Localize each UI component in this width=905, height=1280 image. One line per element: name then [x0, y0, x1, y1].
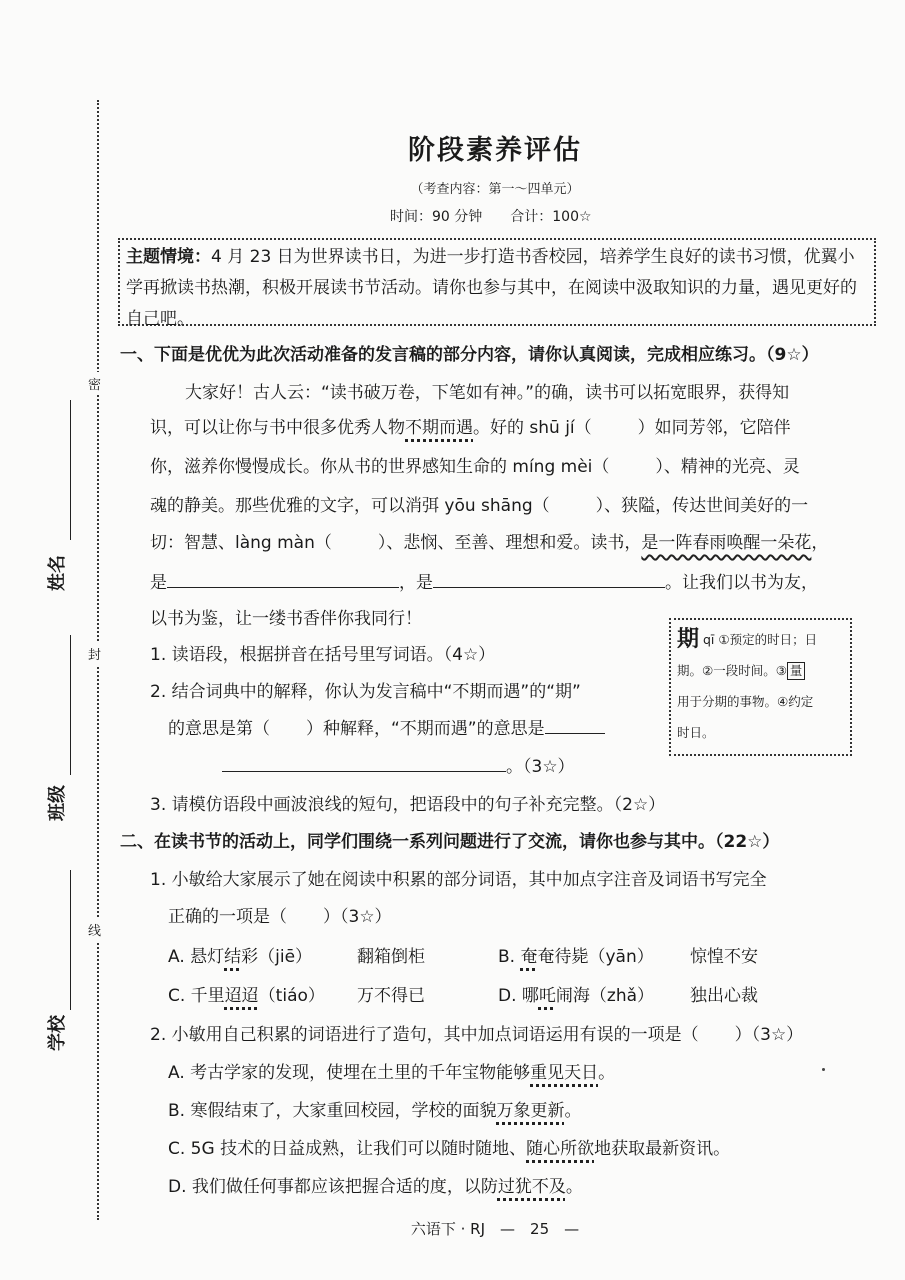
text: 。（3☆） — [506, 757, 575, 777]
passage-line-3 — [150, 452, 800, 477]
option-2-1-a-extra: 翻箱倒柜 — [357, 947, 425, 967]
name-blank[interactable] — [70, 400, 71, 540]
dotted-char: 迢迢 — [224, 986, 259, 1006]
answer-blank-meaning-2[interactable] — [222, 753, 506, 772]
option-2-1-a — [168, 942, 312, 967]
option-2-2-d — [168, 1172, 583, 1197]
passage-line-7: 以书为鉴，让一缕书香伴你我同行！ — [150, 609, 422, 629]
dotted-phrase: 随心所欲 — [526, 1139, 595, 1159]
imitation-blank-1[interactable] — [167, 569, 399, 588]
page-footer: 六语下 · RJ — 25 — — [410, 1220, 580, 1238]
text: ）、悲悯、至善、理想和爱。读书， — [377, 533, 642, 553]
name-label: 姓名 — [47, 555, 68, 591]
exam-scope: （考查内容：第一～四单元） — [410, 182, 580, 197]
page-title: 阶段素养评估 — [408, 135, 582, 166]
exam-meta — [390, 206, 620, 226]
text: 魂的静美。那些优雅的文字，可以消弭 yōu shāng（ — [150, 496, 550, 516]
text: C. 千里 — [168, 986, 225, 1006]
dictionary-box — [669, 618, 852, 756]
text: 切：智慧、làng màn（ — [150, 533, 332, 553]
seal-char-feng: 封 — [88, 642, 101, 665]
section2-heading: 二、在读书节的活动上，同学们围绕一系列问题进行了交流，请你也参与其中。（22☆） — [120, 832, 780, 852]
text: ， — [811, 533, 829, 553]
text: 的意思是第（ — [168, 719, 270, 739]
dict-line-1: qī ①预定的时日；日 — [699, 632, 818, 647]
option-2-1-d — [498, 981, 654, 1006]
dict-boxed-char: 量 — [787, 662, 806, 680]
dotted-phrase: 过犹不及 — [497, 1177, 566, 1197]
dotted-word-buqieryu: 不期而遇 — [405, 418, 473, 438]
text: ）如同芳邻，它陪伴 — [637, 418, 791, 438]
school-label: 学校 — [47, 1015, 68, 1051]
time-limit: 时间：90 分钟 — [390, 209, 483, 225]
text: D. 哪 — [498, 986, 539, 1006]
seal-char-xian: 线 — [88, 918, 101, 941]
class-label: 班级 — [47, 785, 68, 821]
text: 是 — [150, 573, 167, 593]
answer-blank-meaning-1[interactable] — [545, 715, 605, 734]
question-1-1: 1. 读语段，根据拼音在括号里写词语。（4☆） — [150, 645, 496, 665]
passage-line-6 — [150, 568, 818, 593]
option-2-1-c-extra: 万不得已 — [357, 986, 425, 1006]
text: 地获取最新资讯。 — [594, 1139, 731, 1159]
dict-line-3: 用于分期的事物。④约定 — [677, 694, 814, 709]
question-1-2-cont — [168, 714, 605, 739]
text: ）种解释，“不期而遇”的意思是 — [306, 719, 545, 739]
theme-text: 4 月 23 日为世界读书日，为进一步打造书香校园，培养学生良好的读书习惯，优翼小学再掀读书热潮，积极开展读书节活动。请你也参与其中，在阅读中汲取知识的力量，遇见更好的自己吧。 — [126, 247, 857, 329]
passage-line-5 — [150, 528, 828, 553]
text: A. 悬灯 — [168, 947, 225, 967]
class-blank[interactable] — [70, 635, 71, 775]
question-1-2-cont2 — [222, 752, 575, 777]
text: ）（3☆） — [734, 1025, 804, 1045]
question-1-2: 2. 结合词典中的解释，你认为发言稿中“不期而遇”的“期” — [150, 682, 581, 702]
option-2-1-b-extra: 惊惶不安 — [690, 947, 758, 967]
option-2-2-c — [168, 1134, 730, 1159]
theme-box — [118, 238, 876, 329]
question-2-2 — [150, 1020, 803, 1045]
dict-line-2: 期。②一段时间。③ — [677, 663, 787, 678]
text: （tiáo） — [258, 986, 325, 1006]
text: 。 — [598, 1063, 616, 1083]
stray-dot-mark — [822, 1068, 825, 1071]
dotted-phrase: 万象更新 — [496, 1101, 565, 1121]
dotted-char: 奄 — [520, 947, 538, 967]
dict-char: 期 — [677, 627, 700, 652]
passage-line-1: 大家好！古人云：“读书破万卷，下笔如有神。”的确，读书可以拓宽眼界，获得知 — [185, 383, 790, 403]
wavy-underlined-sentence: 是一阵春雨唤醒一朵花 — [641, 533, 812, 553]
text: 彩（jiē） — [241, 947, 313, 967]
dotted-phrase: 重见天日 — [530, 1063, 599, 1083]
option-2-1-b — [498, 942, 654, 967]
text: 正确的一项是（ — [168, 907, 287, 927]
text: 。好的 shū jí（ — [473, 418, 592, 438]
theme-label: 主题情境： — [126, 247, 211, 267]
text: ，是 — [399, 573, 433, 593]
text: D. 我们做任何事都应该把握合适的度，以防 — [168, 1177, 498, 1197]
text: 。 — [564, 1101, 582, 1121]
text: 你，滋养你慢慢成长。你从书的世界感知生命的 míng mèi（ — [150, 457, 610, 477]
text: 识，可以让你与书中很多优秀人物 — [150, 418, 405, 438]
text: B. — [498, 947, 521, 967]
text: B. 寒假结束了，大家重回校园，学校的面貌 — [168, 1101, 497, 1121]
text: C. 5G 技术的日益成熟，让我们可以随时随地、 — [168, 1139, 527, 1159]
imitation-blank-2[interactable] — [433, 569, 665, 588]
seal-char-mi: 密 — [88, 372, 101, 395]
option-2-1-d-extra: 独出心裁 — [690, 986, 758, 1006]
question-1-3: 3. 请模仿语段中画波浪线的短句，把语段中的句子补充完整。（2☆） — [150, 795, 666, 815]
question-2-1-cont — [168, 902, 392, 927]
total-score: 合计：100☆ — [510, 209, 592, 225]
text: 。让我们以书为友， — [665, 573, 818, 593]
text: ）、狭隘，传达世间美好的一 — [595, 496, 809, 516]
option-2-2-b — [168, 1096, 581, 1121]
option-2-1-c — [168, 981, 325, 1006]
text: A. 考古学家的发现，使埋在土里的千年宝物能够 — [168, 1063, 531, 1083]
dotted-char: 结 — [224, 947, 242, 967]
text: ）、精神的光亮、灵 — [655, 457, 800, 477]
dotted-char: 吒 — [538, 986, 556, 1006]
text: 奄待毙（yān） — [537, 947, 654, 967]
dict-line-4: 时日。 — [677, 725, 715, 740]
question-2-1: 1. 小敏给大家展示了她在阅读中积累的部分词语，其中加点字注音及词语书写完全 — [150, 870, 767, 890]
section1-heading: 一、下面是优优为此次活动准备的发言稿的部分内容，请你认真阅读，完成相应练习。（9☆） — [120, 345, 819, 365]
text: 2. 小敏用自己积累的词语进行了造句，其中加点词语运用有误的一项是（ — [150, 1025, 699, 1045]
text: ）（3☆） — [323, 907, 392, 927]
option-2-2-a — [168, 1058, 615, 1083]
text: 。 — [565, 1177, 583, 1197]
passage-line-4 — [150, 491, 808, 516]
passage-line-2 — [150, 413, 791, 438]
text: 闹海（zhǎ） — [555, 986, 655, 1006]
school-blank[interactable] — [70, 870, 71, 1010]
